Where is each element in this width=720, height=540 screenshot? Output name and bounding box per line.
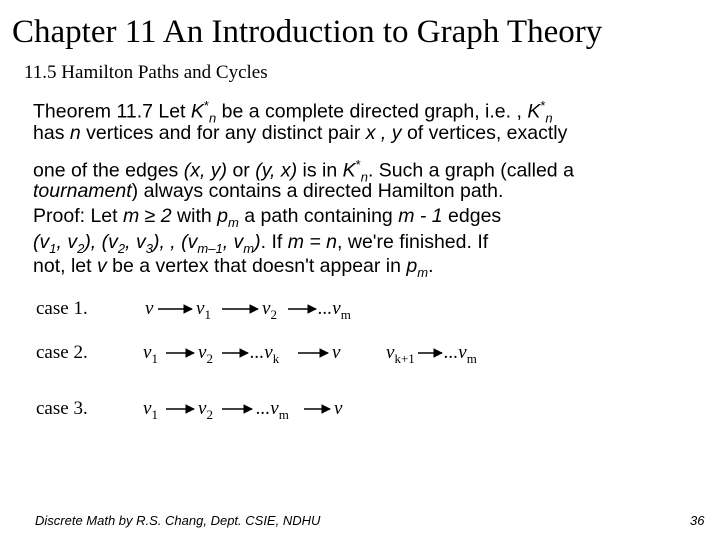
theorem-text: is in [297, 159, 343, 182]
math-star: * [355, 157, 361, 172]
math-v: v [96, 255, 107, 277]
theorem-text: . Such a graph (called a [367, 159, 574, 182]
case-1-label: case 1. [36, 298, 88, 319]
theorem-text: ) always contains a directed Hamilton path. [131, 180, 504, 202]
case-3-vertex: $...v_m$ [256, 398, 289, 422]
math-m-ge-2: m ≥ 2 [122, 205, 172, 227]
footer-credit: Discrete Math by R.S. Chang, Dept. CSIE, NDHU [35, 513, 321, 528]
slide-title: Chapter 11 An Introduction to Graph Theory [12, 14, 603, 50]
case-3-vertex: $v_1$ [143, 398, 158, 422]
theorem-text: Theorem 11.7 Let [33, 100, 191, 123]
case-2-vertex: $v_1$ [143, 342, 158, 366]
math-edge: (y, x) [255, 159, 298, 182]
math-m: m [227, 214, 239, 230]
theorem-text: edges [442, 205, 502, 227]
theorem-text: . If [260, 231, 288, 253]
theorem-line-2 [33, 121, 567, 145]
math-p: p [217, 205, 228, 227]
math-k: K [527, 100, 541, 123]
case-2-vertex: v [332, 342, 341, 363]
case-1-vertex: $v_1$ [196, 298, 211, 322]
tournament-term: tournament [33, 180, 132, 202]
case-1-vertex: v [145, 298, 154, 319]
theorem-text: with [171, 205, 218, 227]
theorem-text: a path containing [238, 205, 399, 227]
case-2-vertex: $...v_m$ [444, 342, 477, 366]
case-2-vertex: $v_2$ [198, 342, 213, 366]
math-n: n [69, 122, 81, 144]
math-edge: (x, y) [183, 159, 228, 182]
math-star: * [540, 98, 546, 113]
case-3-label: case 3. [36, 398, 88, 419]
case-2-label: case 2. [36, 342, 88, 363]
theorem-text: vertices and for any distinct pair [80, 122, 366, 144]
theorem-text: of vertices, exactly [401, 122, 568, 144]
math-n: n [360, 169, 368, 185]
case-2-vertex: $...v_k$ [250, 342, 280, 366]
math-path-edges: ($v_1$, $v_2$), ($v_2$, $v_3$), , ($v_{m-1}$, $v_m$) [33, 231, 261, 256]
case-3-vertex: $v_2$ [198, 398, 213, 422]
math-n: n [208, 110, 217, 126]
theorem-text: be a vertex that doesn't appear in [106, 255, 407, 277]
theorem-text: be a complete directed graph, i.e. , [216, 100, 528, 123]
section-subtitle: 11.5 Hamilton Paths and Cycles [24, 62, 268, 83]
theorem-text: has [33, 122, 70, 144]
math-m: m [417, 264, 429, 280]
math-p: p [406, 255, 418, 277]
math-m-eq-n: m = n [287, 231, 338, 253]
theorem-line-7 [33, 254, 434, 285]
theorem-line-4 [33, 179, 503, 203]
theorem-text: or [227, 159, 256, 182]
page-number: 36 [690, 513, 705, 528]
case-1-vertex: $...v_m$ [318, 298, 351, 322]
math-star: * [203, 98, 209, 113]
theorem-text: one of the edges [33, 159, 184, 182]
case-1-vertex: $v_2$ [262, 298, 277, 322]
theorem-text: . [428, 255, 434, 277]
math-k: K [342, 159, 356, 182]
case-2-vertex: $v_{k+1}$ [386, 342, 415, 366]
theorem-text: , we're finished. If [337, 231, 489, 253]
math-pair: x , y [365, 122, 402, 144]
theorem-text: Proof: Let [33, 205, 123, 227]
theorem-text: not, let [33, 255, 97, 277]
math-n: n [545, 110, 553, 126]
math-k: K [190, 100, 204, 123]
case-3-vertex: v [334, 398, 343, 419]
math-m-minus-1: m - 1 [398, 205, 443, 227]
